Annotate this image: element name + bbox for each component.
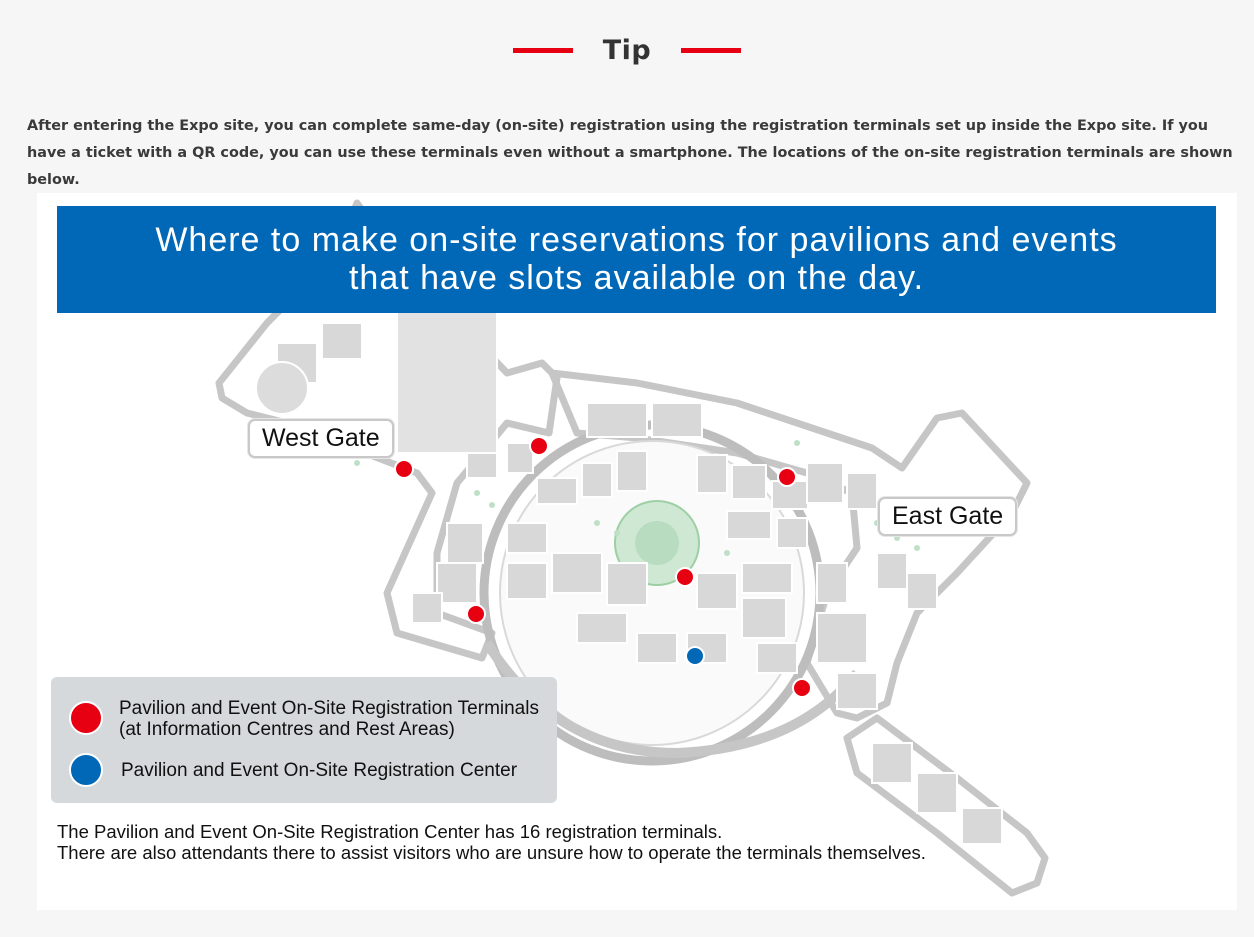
banner-line-1: Where to make on-site reservations for pavilions and events (155, 221, 1118, 259)
footnote-line-2: There are also attendants there to assist visitors who are unsure how to operate the terminals themselves. (57, 842, 926, 863)
map-banner (57, 206, 1216, 313)
round-plaza (256, 362, 308, 414)
legend-red-dot (69, 701, 103, 735)
tip-title: Tip (602, 34, 652, 66)
map-legend (51, 677, 557, 803)
terminal-marker-center (676, 568, 694, 586)
tip-left-rule (513, 48, 573, 53)
tip-heading (0, 28, 1254, 72)
map-footnote (57, 821, 957, 863)
east-gate-label: East Gate (878, 497, 1017, 536)
west-gate-label: West Gate (248, 419, 394, 458)
intro-paragraph: After entering the Expo site, you can complete same-day (on-site) registration using the registration terminals set up inside the Expo site. If you have a ticket with a QR code, you can use these terminals even without a smartphone. The locations of the on-site registration terminals are shown below. (27, 118, 1233, 188)
footnote-line-1: The Pavilion and Event On-Site Registration Center has 16 registration terminals. (57, 821, 723, 842)
legend-terminal-line-2: (at Information Centres and Rest Areas) (119, 719, 455, 740)
terminal-marker-north-west (530, 437, 548, 455)
legend-blue-dot (69, 753, 103, 787)
tip-right-rule (681, 48, 741, 53)
banner-line-2: that have slots available on the day. (348, 259, 925, 297)
terminal-marker-south-west (467, 605, 485, 623)
terminal-marker-west (395, 460, 413, 478)
terminal-marker-south-east (793, 679, 811, 697)
registration-center-marker (686, 647, 704, 665)
legend-terminal-line-1: Pavilion and Event On-Site Registration Terminals (119, 698, 539, 719)
legend-center-text: Pavilion and Event On-Site Registration Center (121, 760, 518, 781)
expo-site-map (37, 193, 1237, 910)
terminal-marker-north-east (778, 468, 796, 486)
